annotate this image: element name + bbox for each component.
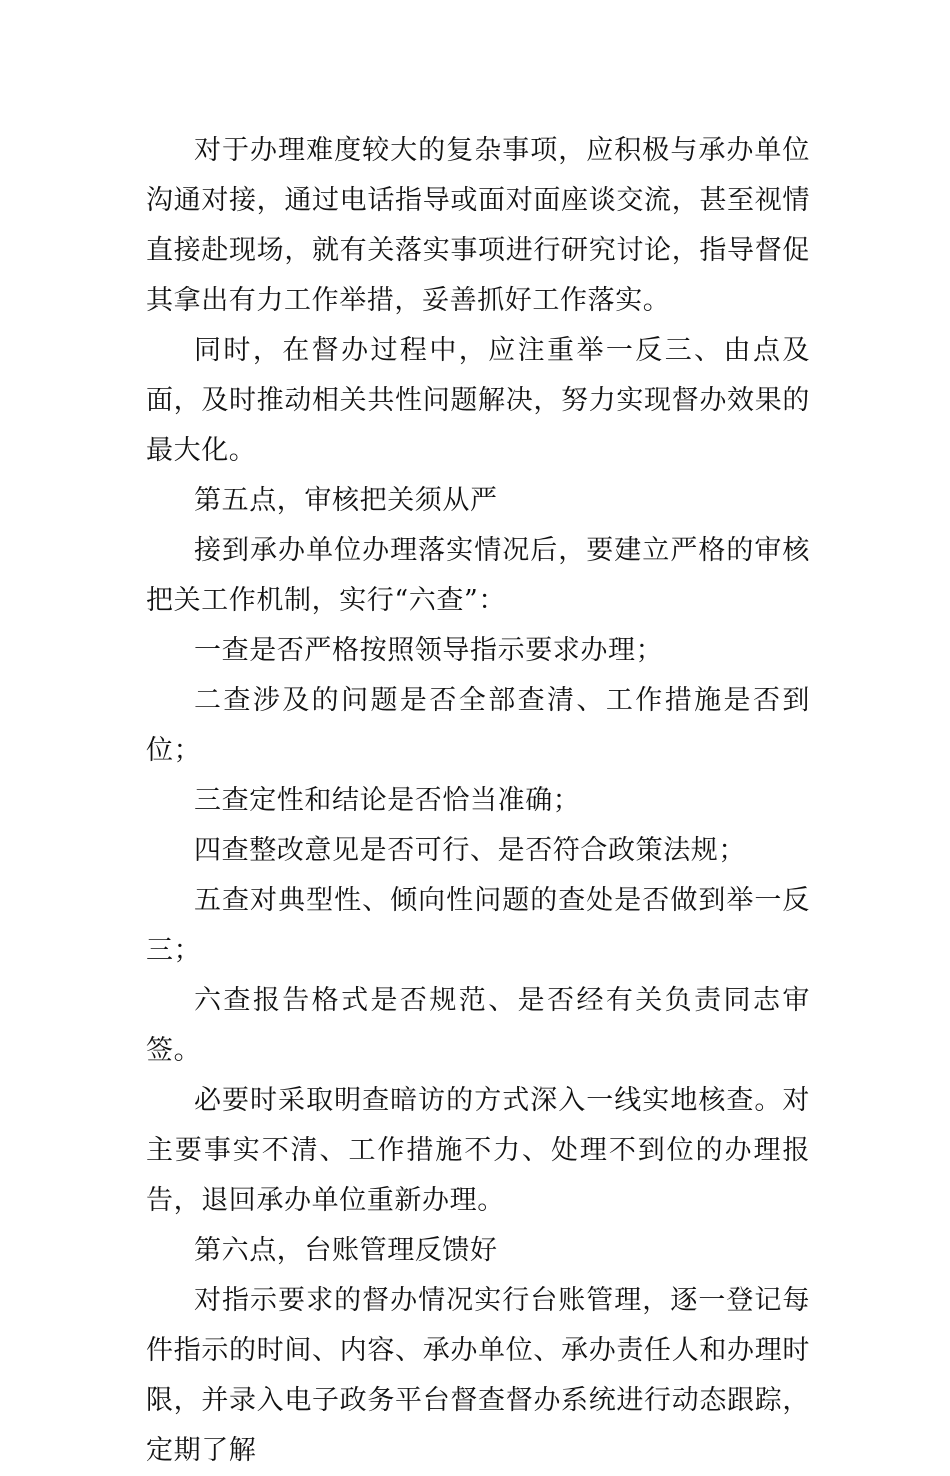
paragraph-ledger-management: 对指示要求的督办情况实行台账管理，逐一登记每件指示的时间、内容、承办单位、承办责任人和办理时限，并录入电子政务平台督查督办系统进行动态跟踪，定期了解 (146, 1285, 810, 1466)
section-heading-point-five: 第五点，审核把关须从严 (194, 485, 498, 516)
check-item-2: 二查涉及的问题是否全部查清、工作措施是否到位； (146, 685, 810, 766)
check-item-6: 六查报告格式是否规范、是否经有关负责同志审签。 (146, 985, 810, 1066)
check-item-5: 五查对典型性、倾向性问题的查处是否做到举一反三； (146, 885, 810, 966)
check-item-4: 四查整改意见是否可行、是否符合政策法规； (194, 835, 746, 866)
paragraph-review-mechanism: 接到承办单位办理落实情况后，要建立严格的审核把关工作机制，实行“六查”： (146, 535, 810, 616)
check-item-3: 三查定性和结论是否恰当准确； (194, 785, 581, 816)
paragraph-supervision-process: 同时，在督办过程中，应注重举一反三、由点及面，及时推动相关共性问题解决，努力实现督办效果的最大化。 (146, 335, 810, 466)
section-heading-point-six: 第六点，台账管理反馈好 (194, 1235, 498, 1266)
document-body (146, 126, 810, 1476)
paragraph-complex-matters: 对于办理难度较大的复杂事项，应积极与承办单位沟通对接，通过电话指导或面对面座谈交流，甚至视情直接赴现场，就有关落实事项进行研究讨论，指导督促其拿出有力工作举措，妥善抓好工作落实。 (146, 135, 810, 316)
check-item-1: 一查是否严格按照领导指示要求办理； (194, 635, 664, 666)
paragraph-field-verification: 必要时采取明查暗访的方式深入一线实地核查。对主要事实不清、工作措施不力、处理不到位的办理报告，退回承办单位重新办理。 (146, 1085, 810, 1216)
